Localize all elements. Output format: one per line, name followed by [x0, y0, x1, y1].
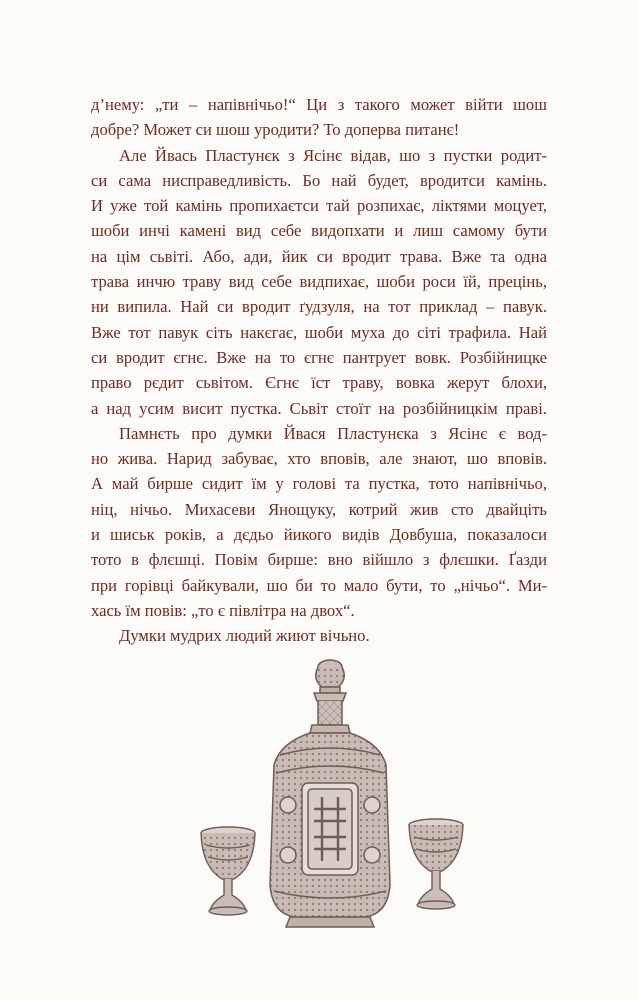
text-line: добре? Может си шош уродити? То доперва питанє!	[91, 120, 460, 140]
left-goblet	[201, 827, 255, 915]
text-line: хась їм повів: „то є півлітра на двох“.	[91, 600, 355, 620]
text-line: д’нему: „ти – напівнічьо!“ Ци з такого может війти шош	[91, 95, 547, 114]
decanter-and-two-goblets-icon	[190, 655, 470, 937]
text-line: си сама нисправедливість. Бо най будет, вродитси камінь.	[91, 170, 547, 190]
text-line: шоби инчі камені вид себе видопхати и лиш самому бути	[91, 221, 547, 241]
text-line: ніц, нічьо. Михасеви Янощуку, котрий жив сто двайціть	[91, 499, 547, 519]
text-line: Вже тот павук сіть накєгає, шоби муха до сіті трафила. Най	[91, 322, 547, 342]
text-line: тото в флєшці. Повім бирше: вно війшло з флєшки. Ґазди	[91, 550, 547, 570]
text-line: а над усим висит пустка. Сьвіт стоїт на розбійницкім праві.	[91, 398, 547, 418]
text-line: си вродит єгнє. Вже на то єгнє пантрует вовк. Розбійницке	[91, 347, 547, 367]
text-line: Памнєть про думки Йвася Пластунєка з Ясінє є вод-	[119, 423, 547, 443]
text-line: при горівці байкували, шо би то мало бути, то „нічьо“. Ми-	[91, 575, 547, 595]
page-text	[91, 92, 547, 649]
text-line: право рєдит сьвітом. Єгнє їст траву, вовка жерут блохи,	[91, 373, 547, 393]
text-line: Але Йвась Пластунєк з Ясінє відав, шо з пустки родит-	[119, 145, 547, 165]
text-line: на цім сьвіті. Або, ади, йик си вродит трава. Вже та одна	[91, 246, 547, 266]
text-line: Думки мудрих людий жиют вічьно.	[119, 626, 370, 646]
text-line: но жива. Нарид забуває, хто вповів, але знают, шо вповів.	[91, 449, 547, 469]
text-line: ни випила. Най си вродит ґудзуля, на тот приклад – павук.	[91, 297, 547, 317]
decanter	[270, 660, 390, 927]
text-line: и шиськ років, а дєдьо йикого видів Довбуша, показалоси	[91, 525, 547, 545]
right-goblet	[409, 819, 463, 909]
text-line: А май бирше сидит їм у голові та пустка, тото напівнічьо,	[91, 474, 547, 494]
text-line: трава инчю траву вид себе видпихає, шоби роси їй, прецінь,	[91, 272, 547, 292]
text-line: И уже той камінь пропихаєтси тай розпихає, ліктями моцует,	[91, 196, 547, 216]
